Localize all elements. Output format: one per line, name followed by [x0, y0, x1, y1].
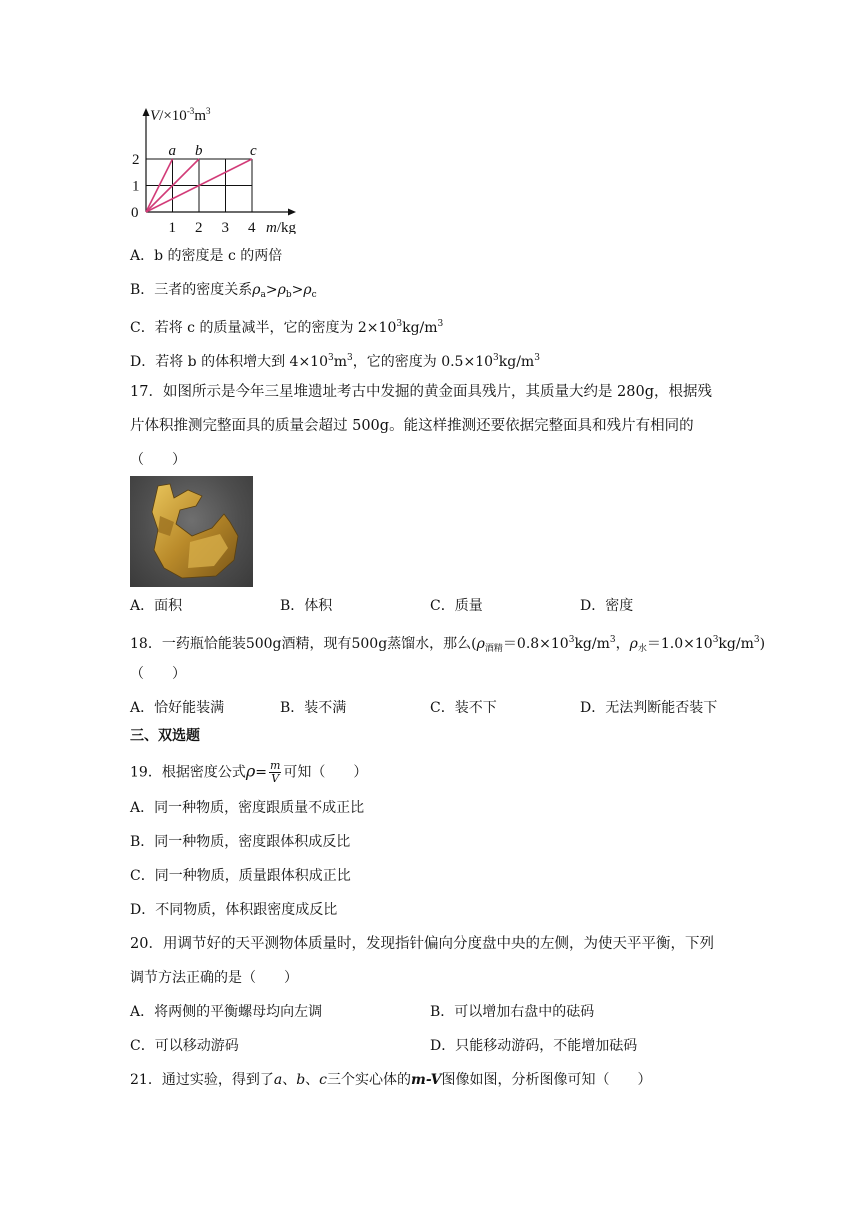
q20-stem-line2: 调节方法正确的是（ ） — [130, 970, 298, 986]
q18-option-c: C．装不下 — [430, 700, 497, 716]
origin-label: 0 — [131, 205, 139, 221]
x-axis-label: m/kg — [266, 220, 297, 234]
q18-option-a: A．恰好能装满 — [130, 700, 225, 716]
q17-option-b: B．体积 — [280, 598, 333, 614]
x-tick-label: 2 — [195, 220, 203, 234]
q18-option-d: D．无法判断能否装下 — [580, 700, 718, 716]
series-label-a: a — [168, 143, 176, 159]
graph-axes — [143, 108, 297, 216]
q19-option-c: C．同一种物质，质量跟体积成正比 — [130, 868, 351, 884]
q17-option-a: A．面积 — [130, 598, 183, 614]
x-tick-label: 4 — [248, 220, 256, 234]
q19-option-a: A．同一种物质，密度跟质量不成正比 — [130, 800, 365, 816]
graph-labels — [131, 106, 297, 234]
x-tick-label: 1 — [168, 220, 176, 234]
section-heading-double-choice: 三、双选题 — [130, 728, 200, 744]
gold-mask-photo — [130, 476, 253, 587]
q21-stem: 21．通过实验，得到了a、b、c三个实心体的m-V图像如图，分析图像可知（ ） — [130, 1072, 652, 1088]
q17-stem-line1: 17．如图所示是今年三星堆遗址考古中发掘的黄金面具残片，其质量大约是 280g，根据残 — [130, 384, 713, 400]
m-v-graph — [128, 104, 308, 234]
series-label-b: b — [195, 143, 203, 159]
q20-option-d: D．只能移动游码，不能增加砝码 — [430, 1038, 638, 1054]
y-tick-label: 2 — [132, 152, 140, 168]
q17-stem-line2: 片体积推测完整面具的质量会超过 500g。能这样推测还要依据完整面具和残片有相同的 — [130, 418, 694, 434]
q19-stem: 19．根据密度公式ρ= $\frac{m}{V}$ 可知（ ） — [130, 759, 368, 785]
q18-option-b: B．装不满 — [280, 700, 347, 716]
q20-option-c: C．可以移动游码 — [130, 1038, 239, 1054]
q19-option-d: D．不同物质，体积跟密度成反比 — [130, 902, 338, 918]
q17-option-c: C．质量 — [430, 598, 483, 614]
q16-option-b: B．三者的密度关系$\rho_a>\rho_b>\rho_c$ — [130, 282, 317, 300]
q17-option-d: D．密度 — [580, 598, 634, 614]
q18-stem: 18．一药瓶恰能装500g酒精，现有500g蒸馏水，那么($\rho_{酒精}=0.8\times 10^3kg/m^3$，$\rho_水=1.0\times 10^3kg/m^3$) — [130, 635, 766, 654]
q16-option-d: D．若将 b 的体积增大到 $4\times 10^3m^3$，它的密度为 $0.5\times 10^3kg/m^3$ — [130, 353, 540, 370]
q19-option-b: B．同一种物质，密度跟体积成反比 — [130, 834, 351, 850]
density-fraction: $\frac{m}{V}$ — [269, 759, 281, 785]
series-label-c: c — [250, 143, 257, 159]
y-axis-label: $V/\times 10^{-3}m^3$ — [150, 106, 211, 124]
x-axis-arrow — [288, 209, 296, 216]
q16-option-a: A．b 的密度是 c 的两倍 — [130, 248, 283, 264]
q18-answer-paren: （ ） — [130, 666, 186, 682]
q20-option-b: B．可以增加右盘中的砝码 — [430, 1004, 595, 1020]
y-axis-arrow — [143, 108, 150, 116]
y-tick-label: 1 — [132, 178, 140, 195]
q17-answer-paren: （ ） — [130, 452, 186, 468]
q20-option-a: A．将两侧的平衡螺母均向左调 — [130, 1004, 323, 1020]
x-tick-label: 3 — [221, 220, 229, 234]
q16-option-c: C．若将 c 的质量减半，它的密度为 $2\times 10^3kg/m^3$ — [130, 319, 444, 336]
q20-stem-line1: 20．用调节好的天平测物体质量时，发现指针偏向分度盘中央的左侧，为使天平平衡，下列 — [130, 936, 714, 952]
